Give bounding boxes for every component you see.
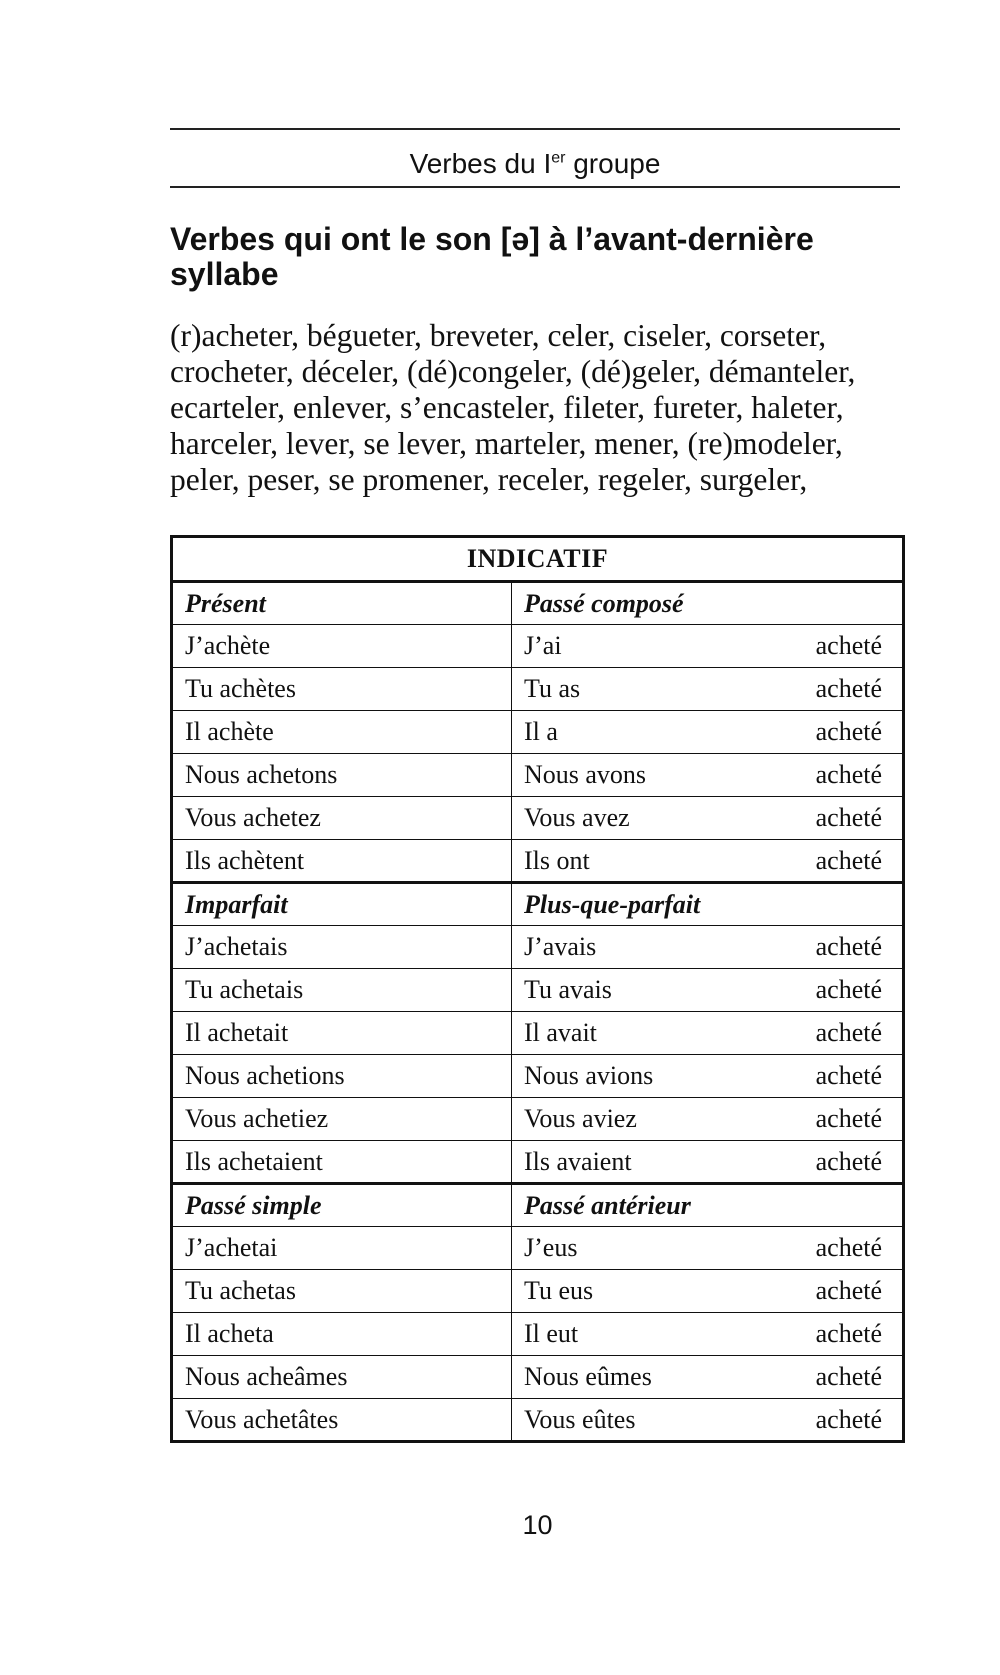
auxiliary-form: Il a [524, 717, 558, 746]
table-row [172, 668, 904, 711]
simple-tense-form: Vous achetâtes [172, 1399, 512, 1442]
running-head [170, 146, 900, 182]
auxiliary-form: Il eut [524, 1319, 579, 1348]
simple-tense-form: Ils achètent [172, 840, 512, 883]
tense-header-row [172, 1184, 904, 1227]
table-row [172, 1227, 904, 1270]
past-participle: acheté [815, 1104, 882, 1133]
past-participle: acheté [815, 631, 882, 660]
tense-label-right: Passé antérieur [512, 1184, 904, 1227]
tense-label-left: Imparfait [172, 883, 512, 926]
tense-label-right: Passé composé [512, 582, 904, 625]
auxiliary-form: Vous eûtes [524, 1404, 636, 1434]
running-head-text: Verbes du I [409, 148, 552, 179]
table-row [172, 1098, 904, 1141]
compound-tense-cell [512, 1098, 904, 1141]
running-head-superscript: er [551, 149, 566, 167]
table-row [172, 1356, 904, 1399]
simple-tense-form: Tu achetais [172, 969, 512, 1012]
past-participle: acheté [815, 1061, 882, 1090]
header-rule [170, 186, 900, 188]
past-participle: acheté [815, 1233, 882, 1262]
past-participle: acheté [815, 1362, 882, 1391]
simple-tense-form: Il achète [172, 711, 512, 754]
tense-header-row [172, 883, 904, 926]
simple-tense-form: Vous achetiez [172, 1098, 512, 1141]
past-participle: acheté [815, 1404, 882, 1434]
running-head-text-end: groupe [565, 148, 661, 179]
tense-label-left: Passé simple [172, 1184, 512, 1227]
simple-tense-form: J’achète [172, 625, 512, 668]
simple-tense-form: Nous acheâmes [172, 1356, 512, 1399]
simple-tense-form: Nous achetons [172, 754, 512, 797]
simple-tense-form: J’achetais [172, 926, 512, 969]
verb-list: (r)acheter, bégueter, breveter, celer, ciseler, corseter, crocheter, déceler, (dé)congeler, (dé)geler, démanteler, ecarteler, enlever, s’encasteler, fileter, fureter, haleter, harceler, lever, se lever, marteler, mener, (re)modeler, peler, peser, se promener, receler, regeler, surgeler, [170, 318, 856, 497]
past-participle: acheté [815, 717, 882, 746]
table-row [172, 797, 904, 840]
compound-tense-cell [512, 969, 904, 1012]
compound-tense-cell [512, 711, 904, 754]
auxiliary-form: J’avais [524, 932, 597, 961]
compound-tense-cell [512, 840, 904, 883]
auxiliary-form: Nous avions [524, 1061, 654, 1090]
auxiliary-form: Ils ont [524, 845, 590, 875]
past-participle: acheté [815, 845, 882, 875]
tense-header-row [172, 582, 904, 625]
auxiliary-form: Vous aviez [524, 1104, 637, 1133]
table-row [172, 711, 904, 754]
compound-tense-cell [512, 1141, 904, 1184]
simple-tense-form: Nous achetions [172, 1055, 512, 1098]
auxiliary-form: J’ai [524, 631, 562, 660]
table-row [172, 625, 904, 668]
simple-tense-form: Il acheta [172, 1313, 512, 1356]
auxiliary-form: Ils avaient [524, 1146, 632, 1176]
simple-tense-form: Tu achetas [172, 1270, 512, 1313]
auxiliary-form: Vous avez [524, 803, 630, 832]
past-participle: acheté [815, 1319, 882, 1348]
tense-label-left: Présent [172, 582, 512, 625]
compound-tense-cell [512, 754, 904, 797]
past-participle: acheté [815, 760, 882, 789]
past-participle: acheté [815, 674, 882, 703]
compound-tense-cell [512, 668, 904, 711]
auxiliary-form: Tu avais [524, 975, 612, 1004]
simple-tense-form: Tu achètes [172, 668, 512, 711]
table-row [172, 754, 904, 797]
table-row [172, 1055, 904, 1098]
table-row [172, 926, 904, 969]
auxiliary-form: Nous avons [524, 760, 647, 789]
auxiliary-form: Tu eus [524, 1276, 594, 1305]
top-rule [170, 128, 900, 130]
past-participle: acheté [815, 975, 882, 1004]
conjugation-table [170, 535, 905, 1443]
past-participle: acheté [815, 803, 882, 832]
auxiliary-form: Il avait [524, 1018, 597, 1047]
page-number: 10 [522, 1510, 553, 1540]
simple-tense-form: Vous achetez [172, 797, 512, 840]
auxiliary-form: J’eus [524, 1233, 578, 1262]
compound-tense-cell [512, 1055, 904, 1098]
past-participle: acheté [815, 1146, 882, 1176]
past-participle: acheté [815, 1018, 882, 1047]
table-row [172, 1141, 904, 1184]
tense-label-right: Plus-que-parfait [512, 883, 904, 926]
table-row [172, 969, 904, 1012]
table-row [172, 840, 904, 883]
auxiliary-form: Tu as [524, 674, 581, 703]
table-row [172, 1313, 904, 1356]
past-participle: acheté [815, 932, 882, 961]
simple-tense-form: Il achetait [172, 1012, 512, 1055]
past-participle: acheté [815, 1276, 882, 1305]
compound-tense-cell [512, 1399, 904, 1442]
compound-tense-cell [512, 797, 904, 840]
table-row [172, 1012, 904, 1055]
table-row [172, 1270, 904, 1313]
simple-tense-form: Ils achetaient [172, 1141, 512, 1184]
compound-tense-cell [512, 926, 904, 969]
compound-tense-cell [512, 1012, 904, 1055]
compound-tense-cell [512, 625, 904, 668]
table-row [172, 1399, 904, 1442]
compound-tense-cell [512, 1356, 904, 1399]
table-title: INDICATIF [172, 537, 904, 582]
compound-tense-cell [512, 1313, 904, 1356]
section-heading: Verbes qui ont le son [ə] à l’avant-dernière syllabe [170, 221, 814, 292]
simple-tense-form: J’achetai [172, 1227, 512, 1270]
compound-tense-cell [512, 1270, 904, 1313]
auxiliary-form: Nous eûmes [524, 1362, 652, 1391]
compound-tense-cell [512, 1227, 904, 1270]
